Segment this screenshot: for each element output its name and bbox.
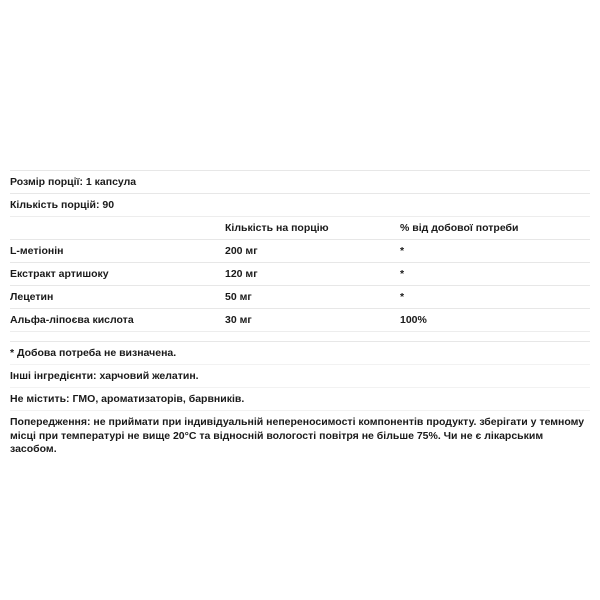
table-row [10, 262, 590, 285]
servings-count-text: Кількість порцій: 90 [10, 199, 115, 211]
table-row [10, 285, 590, 308]
supplement-facts-panel [10, 170, 590, 463]
ingredient-dv: * [400, 268, 405, 280]
ingredient-name: Альфа-ліпоєва кислота [10, 314, 134, 326]
warning-text: Попередження: не приймати при індивідуальній непереносимості компонентів продукту. зберігати у темному місці при температурі не вище 20°С та відносній вологості повітря не більше 75%. Чи не є лікарським засобом. [10, 416, 585, 455]
ingredient-name: Лецетин [10, 291, 54, 303]
table-header-row [10, 216, 590, 239]
nutrition-table [10, 216, 590, 341]
header-percent-daily-value: % від добової потреби [400, 222, 519, 234]
other-ingredients-row [10, 365, 590, 388]
ingredient-name: L-метіонін [10, 245, 64, 257]
ingredient-name: Екстракт артишоку [10, 268, 109, 280]
ingredient-amount: 50 мг [225, 291, 252, 303]
footnotes-section [10, 341, 590, 463]
does-not-contain-text: Не містить: ГМО, ароматизаторів, барвників. [10, 393, 245, 405]
daily-value-footnote [10, 342, 590, 365]
ingredient-dv: * [400, 291, 405, 303]
servings-count-row [10, 193, 590, 216]
table-bottom-divider [10, 331, 590, 341]
ingredient-dv: * [400, 245, 405, 257]
table-row [10, 239, 590, 262]
ingredient-dv: 100% [400, 314, 427, 326]
warning-row [10, 411, 590, 463]
ingredient-amount: 30 мг [225, 314, 252, 326]
header-amount-per-serving: Кількість на порцію [225, 222, 329, 234]
does-not-contain-row [10, 388, 590, 411]
table-row [10, 308, 590, 331]
ingredient-amount: 200 мг [225, 245, 258, 257]
serving-size-row [10, 170, 590, 193]
serving-size-text: Розмір порції: 1 капсула [10, 176, 137, 188]
ingredient-amount: 120 мг [225, 268, 258, 280]
other-ingredients-text: Інші інгредієнти: харчовий желатин. [10, 370, 199, 382]
daily-value-footnote-text: * Добова потреба не визначена. [10, 347, 177, 359]
